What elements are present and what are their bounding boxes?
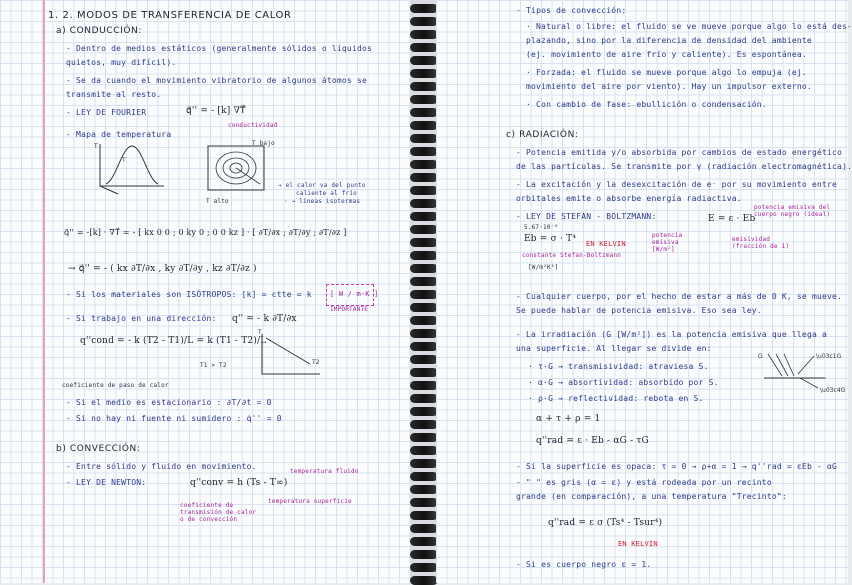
spiral-coil [410,199,438,208]
note-line: Se puede hablar de potencia emisiva. Eso sea ley. [516,306,762,315]
spiral-coil [410,251,438,260]
spiral-coil [410,43,438,52]
constante-sb-label: constante Stefan-Boltzmann [522,252,622,259]
spiral-coil [410,30,438,39]
spiral-coil [410,511,438,520]
spiral-coil [410,563,438,572]
spiral-coil [410,433,438,442]
svg-text:T: T [94,143,98,150]
spiral-binding [410,0,438,583]
note-line: plazando, sino por la diferencia de densidad del ambiente [526,36,812,45]
spiral-coil [410,17,438,26]
note-line: - Entre sólido y fluido en movimiento. [66,462,257,471]
note-line: - Tipos de convección: [516,6,627,15]
note-line: · Natural o libre: el fluido se ve mueve porque algo lo está des- [526,22,852,31]
note-line: orbitales emite o absorbe energía radiactiva. [516,194,742,203]
note-line: - Cualquier cuerpo, por el hecho de estar a más de 0 K, se mueve. [516,292,843,301]
svg-text:\u03c4G: \u03c4G [820,387,846,394]
mapa-note: · → líneas isotermas [284,198,361,205]
spiral-coil [410,186,438,195]
note-line: quietos, muy difícil). [66,58,177,67]
una-direccion-equation: q'' = - k ∂T/∂x [232,314,297,324]
margin-line [43,0,45,583]
spiral-coil [410,381,438,390]
svg-text:\u03c1G: \u03c1G [816,353,842,360]
q-rad-final-equation: q''rad = ε σ (Ts⁴ - Tsur⁴) [548,518,663,528]
potencia-emisiva-label: potencia emisiva [W/m²] [652,232,683,253]
spiral-coil [410,420,438,429]
spiral-coil [410,342,438,351]
conductividad-label: conductividad [228,122,278,129]
note-line: una superficie. Al llegar se divide en: [516,344,712,353]
spiral-coil [410,108,438,117]
expanded-equation: → q⃗'' = - ( kx ∂T/∂x , ky ∂T/∂y , kz ∂T/∂z ) [68,264,257,274]
en-kelvin-note-2: EN KELVIN [618,540,658,548]
note-line: - Se da cuando el movimiento vibratorio de algunos átomos se [66,76,367,85]
spiral-coil [410,95,438,104]
temp-fluido-label: temperatura fluido [290,468,359,475]
note-line: - LEY DE STEFAN - BOLTZMANN: [516,212,657,221]
note-line: - Potencia emitida y/o absorbida por cambios de estado energético [516,148,843,157]
note-line: - Dentro de medios estáticos (generalmente sólidos o líquidos [66,44,373,53]
sigma-value: 5.67·10⁻⁸ [524,224,559,231]
spiral-coil [410,498,438,507]
conduccion-title: a) CONDUCCIÓN: [56,26,142,36]
note-line: movimiento del aire por viento). Hay un impulsor externo. [526,82,812,91]
isotherm-sketch [202,142,274,200]
spiral-coil [410,303,438,312]
spiral-coil [410,329,438,338]
spiral-coil [410,277,438,286]
matrix-equation: q⃗'' = -[k] · ∇T⃗ = - [ kx 0 0 ; 0 ky 0 ; 0 0 kz ] · [ ∂T/∂x ; ∂T/∂y ; ∂T/∂z ] [64,228,347,237]
linear-profile-sketch [258,330,328,382]
spiral-coil [410,407,438,416]
right-page [436,0,852,583]
stefan-boltzmann-equation: Eb = σ · T⁴ [524,234,577,244]
note-line: - Mapa de temperatura [66,130,172,139]
mapa-note: → el calor va del punto [278,182,366,189]
t-alto-label: T alto [206,198,229,205]
spiral-coil [410,238,438,247]
irradiation-sketch [754,348,846,396]
spiral-coil [410,576,438,585]
spiral-coil [410,56,438,65]
en-kelvin-note: EN KELVIN [586,240,626,248]
coef-note: coeficiente de paso de calor [62,382,169,389]
note-line: - Si el medio es estacionario : ∂T/∂t = 0 [66,398,272,407]
note-line: - Si trabajo en una dirección: [66,314,217,323]
units-box-text: [ W / m·K ] [330,290,379,298]
cuerpo-negro-label: potencia emisiva del cuerpo negro (ideal) [754,204,831,218]
mapa-note: caliente al frío [296,190,357,197]
svg-text:G: G [758,353,763,360]
note-line: - LEY DE FOURIER [66,108,147,117]
spiral-coil [410,147,438,156]
spiral-coil [410,4,438,13]
coefficient-sum: α + τ + ρ = 1 [536,414,601,424]
temp-superficie-label: temperatura superficie [268,498,352,505]
spiral-coil [410,446,438,455]
units-sb: [W/m²K⁴] [528,264,559,271]
svg-text:T: T [122,157,126,164]
temperature-curve-sketch [92,140,172,200]
note-line: · Con cambio de fase: ebullición o condensación. [526,100,767,109]
spiral-coil [410,69,438,78]
note-line: grande (en comparación), a una temperatura "Trecinto": [516,492,787,501]
importante-label: IMPORTANTE [330,306,369,313]
note-line: transmite al resto. [66,90,162,99]
coef-transmision-label: coeficiente de transmisión de calor o de convección [180,502,257,523]
spiral-coil [410,290,438,299]
spiral-coil [410,472,438,481]
note-line: - " " es gris (α = ε) y está rodeada por un recinto [516,478,772,487]
section-heading: 1. 2. MODOS DE TRANSFERENCIA DE CALOR [48,10,292,21]
conveccion-title: b) CONVECCIÓN: [56,444,141,454]
spiral-coil [410,134,438,143]
spiral-coil [410,212,438,221]
note-line: · τ·G → transmisividad: atraviesa S. [528,362,709,371]
note-line: · ρ·G → reflectividad: rebota en S. [528,394,704,403]
q-rad-equation: q''rad = ε · Eb - αG - τG [536,436,649,446]
spiral-coil [410,550,438,559]
spiral-coil [410,173,438,182]
svg-text:T: T [258,329,262,336]
note-line: - La irradiación (G [W/m²]) es la potencia emisiva que llega a [516,330,828,339]
note-line: - Si los materiales son ISÓTROPOS: [k] = ctte = k [66,290,312,299]
spiral-coil [410,121,438,130]
note-line: - Si no hay ni fuente ni sumidero : q̇'' = 0 [66,414,282,423]
spiral-coil [410,225,438,234]
note-line: - La excitación y la desexcitación de e⁻ por su movimiento entre [516,180,838,189]
note-line: (ej. movimiento de aire frío y caliente). Es espontánea. [526,50,807,59]
spiral-coil [410,459,438,468]
radiacion-title: c) RADIACIÓN: [506,130,579,140]
spiral-coil [410,524,438,533]
spiral-coil [410,160,438,169]
t1-gt-t2: T1 > T2 [200,362,227,369]
newton-equation: q''conv = h (Ts - T∞) [190,478,288,488]
note-line: - LEY DE NEWTON: [66,478,147,487]
spiral-coil [410,485,438,494]
note-line: · Forzada: el fluido se mueve porque algo lo empuja (ej. [526,68,807,77]
emisividad-label: emisividad (fracción de 1) [732,236,790,250]
spiral-coil [410,82,438,91]
note-line: - Si es cuerpo negro ε = 1. [516,560,652,569]
spiral-coil [410,355,438,364]
spiral-coil [410,264,438,273]
spiral-coil [410,394,438,403]
conduction-flux-equation: q''cond = - k (T2 - T1)/L = k (T1 - T2)/L [80,336,267,346]
note-line: - Si la superficie es opaca: τ = 0 → ρ+α = 1 → q''rad = εEb - αG [516,462,838,471]
note-line: · α·G → absortividad: absorbido por S. [528,378,719,387]
left-page [0,0,412,583]
note-line: de las partículas. Se transmite por γ (radiación electromagnética). [516,162,852,171]
svg-text:T2: T2 [312,359,320,366]
emissive-power-equation: E = ε · Eb [708,214,756,224]
fourier-equation: q⃗'' = - [k] ∇T⃗ [186,106,246,116]
spiral-coil [410,316,438,325]
t-bajo-label: T bajo [252,140,275,147]
spiral-coil [410,368,438,377]
spiral-coil [410,537,438,546]
